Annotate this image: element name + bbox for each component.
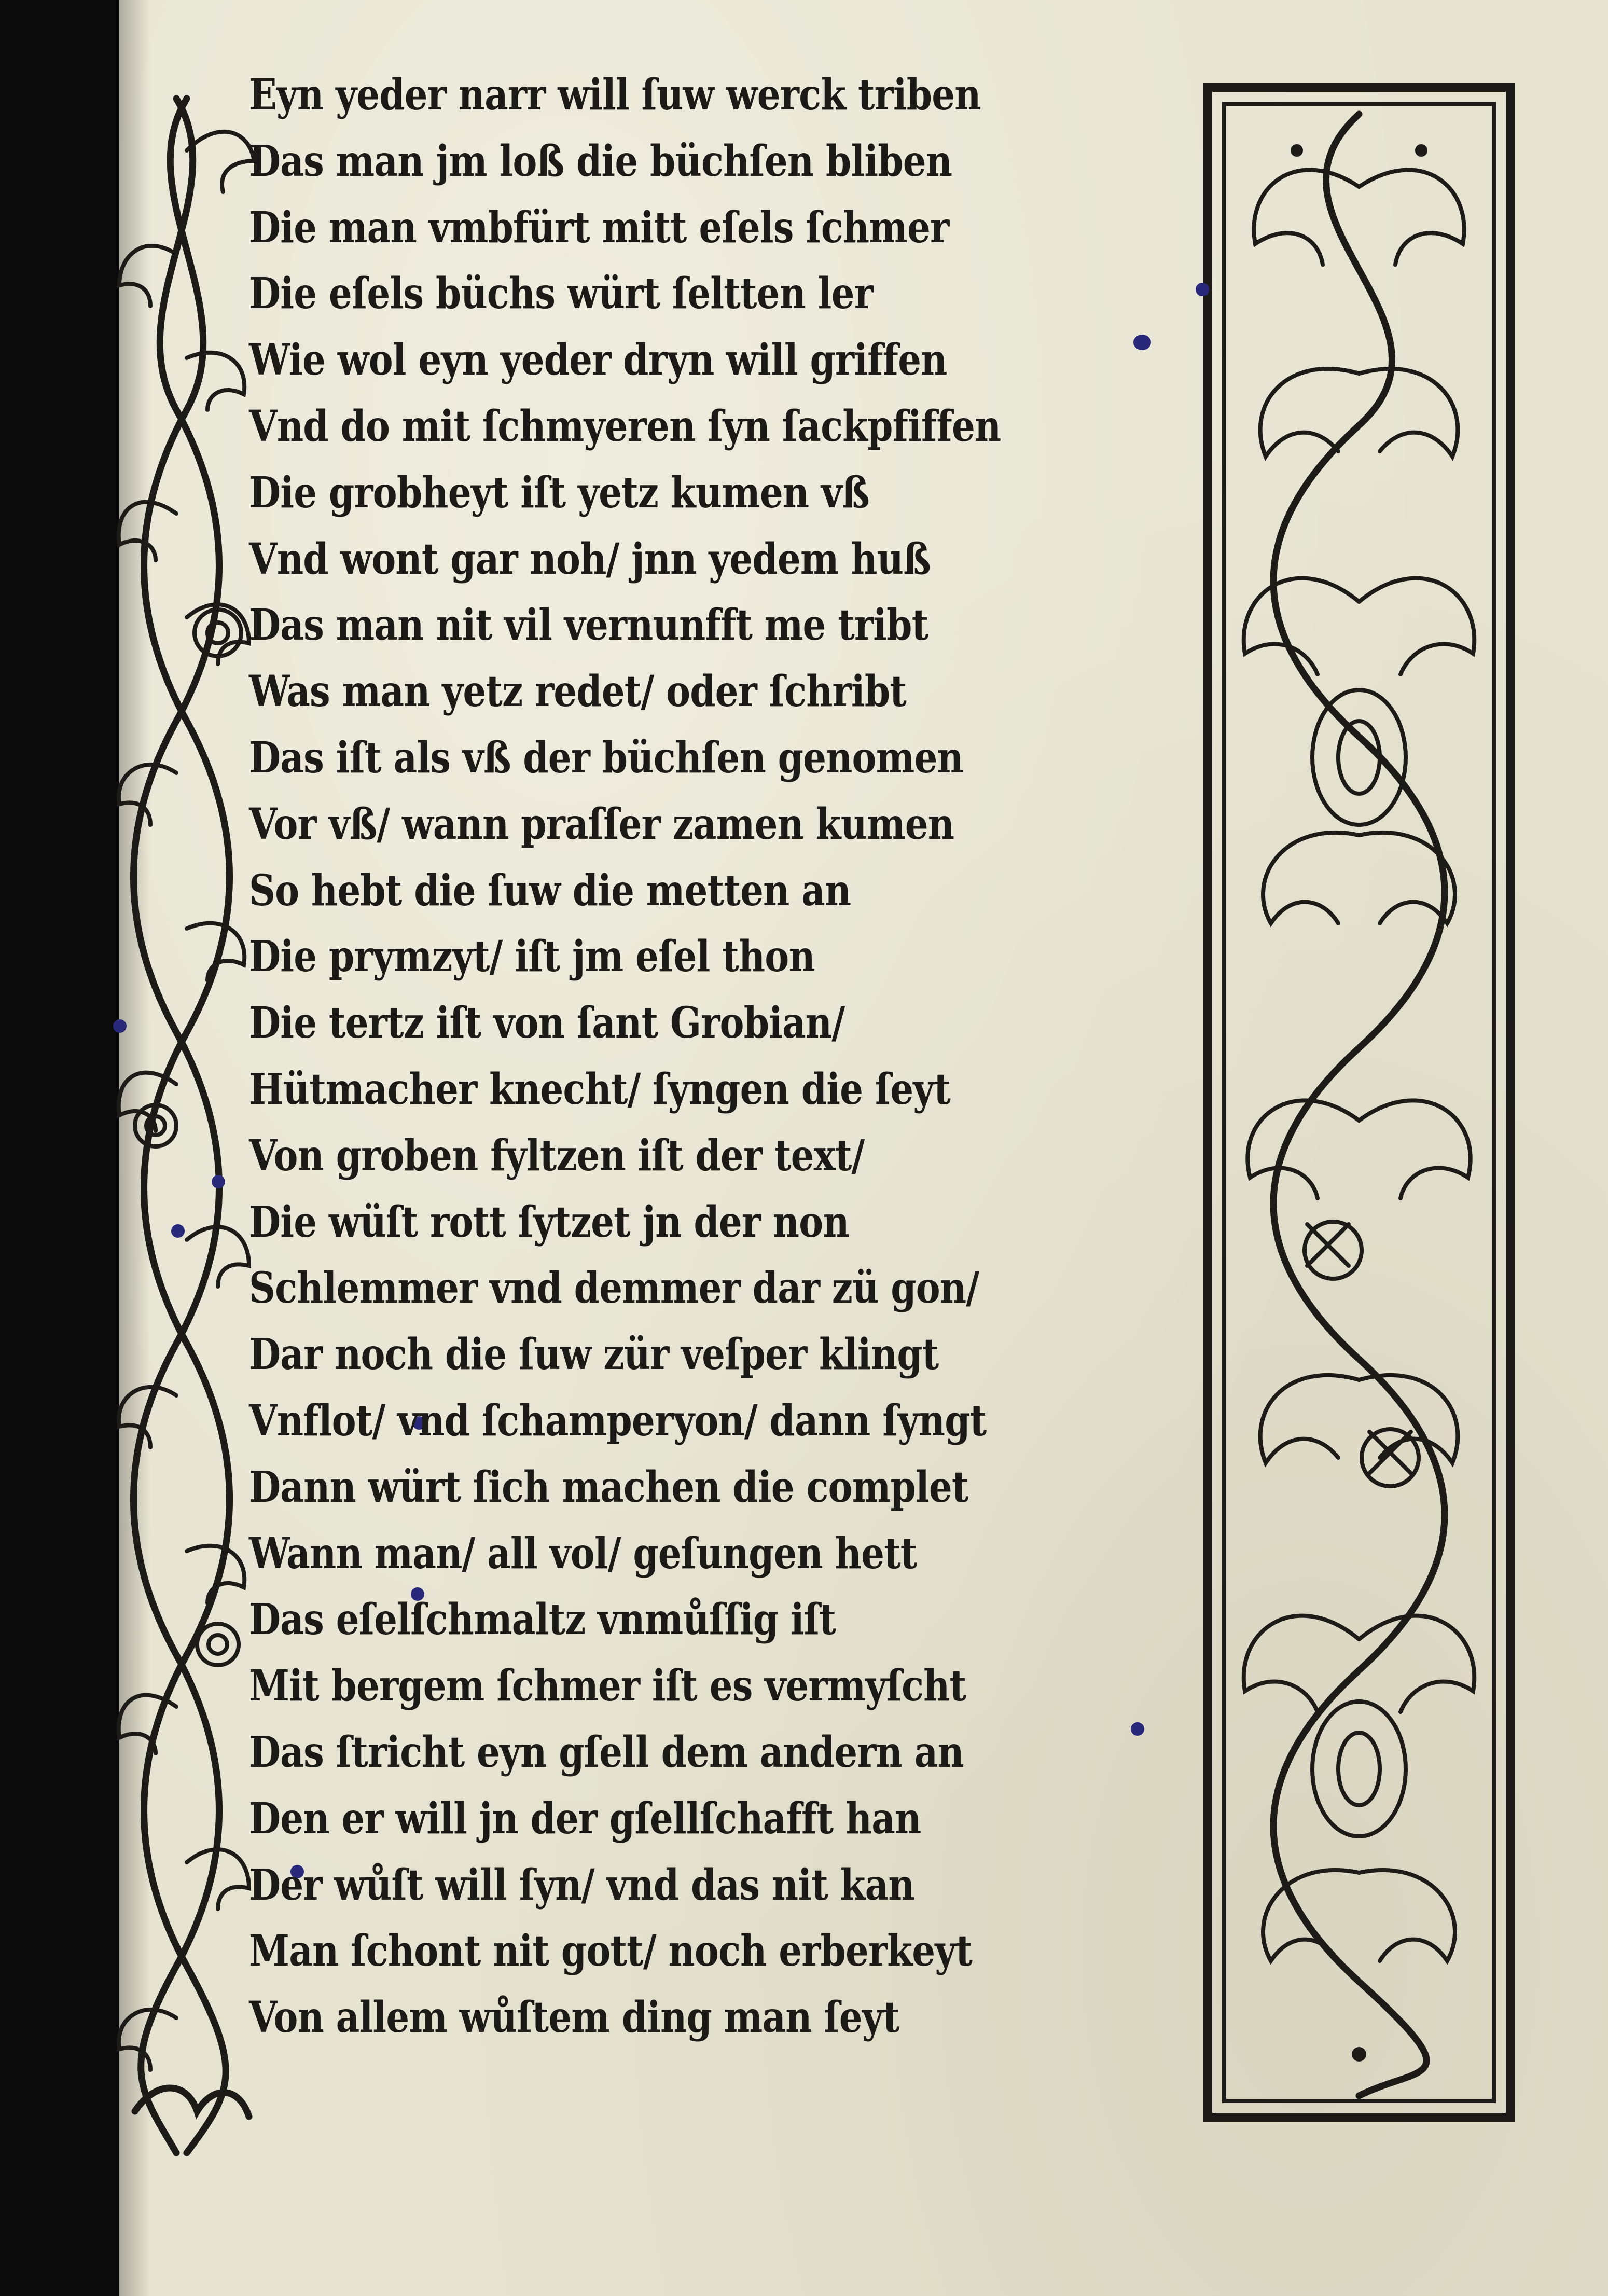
verse-line: Die tertz iſt von ſant Grobian/ [249, 998, 845, 1048]
ink-spot [1133, 335, 1151, 350]
right-woodcut-border [1203, 83, 1515, 2122]
verse-line: Dann würt ſich machen die complet [249, 1462, 968, 1512]
verse-line: Die man vmbfürt mitt eſels ſchmer [249, 202, 949, 253]
verse-line: Vor vß/ wann praſſer zamen kumen [249, 799, 954, 849]
verse-line: Vnd wont gar noh/ jnn yedem huß [249, 534, 931, 584]
verse-line: Man ſchont nit gott/ noch erberkeyt [249, 1926, 973, 1976]
ink-spot [171, 1224, 185, 1238]
verse-line: So hebt die ſuw die metten an [249, 865, 851, 916]
verse-line: Der wůſt will ſyn/ vnd das nit kan [249, 1860, 914, 1910]
verse-line: Eyn yeder narr will ſuw werck triben [249, 70, 981, 120]
verse-line: Das man nit vil vernunfft me tribt [249, 600, 928, 651]
verse-line: Von allem wůſtem ding man ſeyt [249, 1993, 899, 2043]
verse-line: Die grobheyt iſt yetz kumen vß [249, 467, 869, 518]
verse-line: Hütmacher knecht/ ſyngen die ſeyt [249, 1064, 951, 1114]
verse-line: Die prymzyt/ iſt jm eſel thon [249, 932, 815, 982]
verse-line: Von groben fyltzen iſt der text/ [249, 1130, 865, 1181]
verse-line: Wie wol eyn yeder dryn will griffen [249, 335, 947, 385]
verse-text-block [249, 62, 1100, 2051]
verse-line: Schlemmer vnd demmer dar zü gon/ [249, 1263, 979, 1313]
verse-line: Das ſtricht eyn gſell dem andern an [249, 1727, 964, 1777]
verse-line: Das iſt als vß der büchſen genomen [249, 732, 963, 783]
verse-line: Mit bergem ſchmer iſt es vermyſcht [249, 1661, 966, 1711]
verse-line: Vnflot/ vnd ſchamperyon/ dann ſyngt [249, 1395, 987, 1446]
verse-line: Was man yetz redet/ oder ſchribt [249, 667, 907, 717]
verse-line: Vnd do mit ſchmyeren ſyn ſackpfiffen [249, 401, 1001, 451]
verse-line: Die eſels büchs würt ſeltten ler [249, 269, 873, 319]
ink-spot [113, 1019, 127, 1033]
verse-line: Den er will jn der gſellſchafft han [249, 1793, 921, 1844]
verse-line: Die wüſt rott ſytzet jn der non [249, 1197, 849, 1247]
verse-line: Das man jm loß die büchſen bliben [249, 136, 952, 186]
left-vine-border [99, 88, 270, 2163]
ink-spot [1131, 1722, 1144, 1736]
ink-spot [212, 1175, 225, 1188]
verse-line: Wann man/ all vol/ geſungen hett [249, 1528, 917, 1579]
verse-line: Das eſelſchmaltz vnmůſſig iſt [249, 1595, 836, 1645]
ink-spot [1196, 283, 1209, 296]
verse-line: Dar noch die ſuw zür veſper klingt [249, 1330, 939, 1380]
